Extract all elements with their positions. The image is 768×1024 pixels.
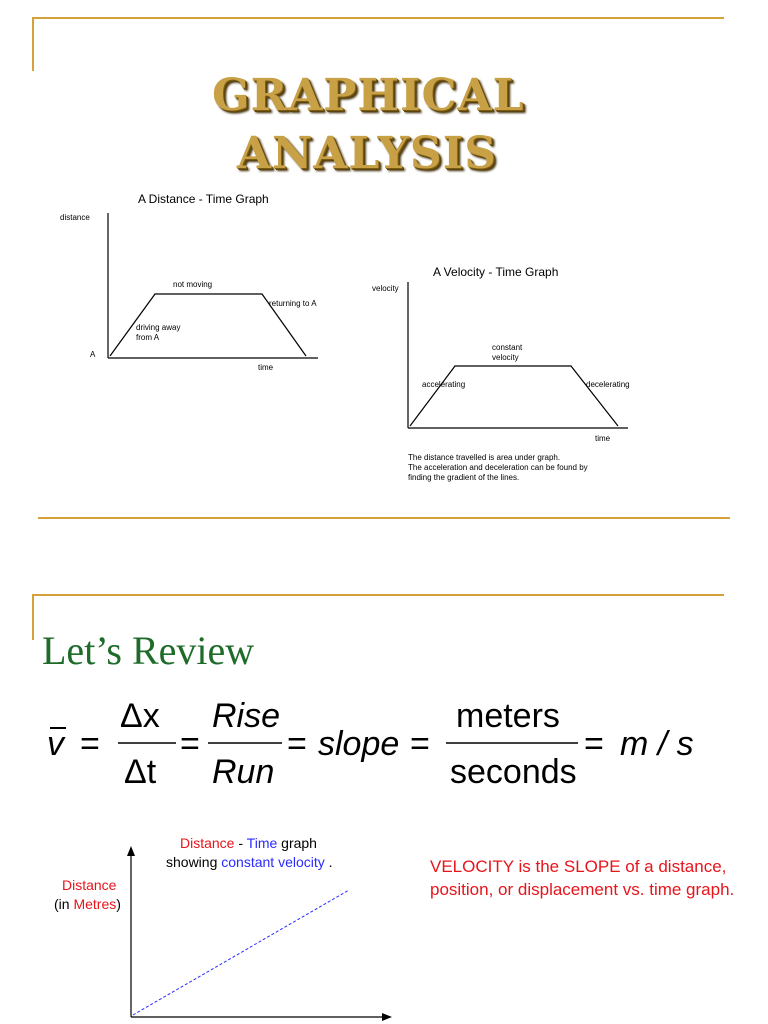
eq-seconds: seconds <box>450 753 577 791</box>
velocity-graph-xlabel: time <box>595 434 611 443</box>
cv-title-distance: Distance <box>180 835 235 851</box>
eq-slope: slope <box>318 725 400 763</box>
eq-delta-x: Δx <box>120 697 160 735</box>
eq-equals-3: = <box>287 725 307 763</box>
slide2-top-rule <box>32 594 724 596</box>
eq-delta-t: Δt <box>124 753 157 791</box>
slide2-left-rule <box>32 594 34 640</box>
distance-graph-title: A Distance - Time Graph <box>138 192 269 206</box>
cv-subtitle-suffix: . <box>324 854 333 870</box>
velocity-annot-flat-1: constant <box>492 343 523 352</box>
cv-ylabel-2: (in Metres) <box>54 896 121 912</box>
cv-title-time: Time <box>246 835 278 851</box>
cv-subtitle-highlight: constant velocity <box>221 854 325 870</box>
velocity-annot-rising: accelerating <box>422 380 466 389</box>
cv-data-line <box>133 890 349 1015</box>
cv-title-graph: graph <box>277 835 317 851</box>
cv-y-axis-arrow <box>127 846 135 856</box>
eq-vbar: v <box>47 725 64 763</box>
distance-annot-falling: returning to A <box>269 299 317 308</box>
velocity-graph-title: A Velocity - Time Graph <box>433 265 559 279</box>
cv-subtitle-prefix: showing <box>166 854 222 870</box>
cv-title-sep: - <box>234 835 247 851</box>
velocity-graph-ylabel: velocity <box>372 284 399 293</box>
distance-annot-flat: not moving <box>173 280 213 289</box>
distance-annot-rising: driving away <box>136 323 181 332</box>
velocity-note-line-1: The distance travelled is area under graph. <box>408 453 561 462</box>
eq-equals-2: = <box>180 725 200 763</box>
velocity-note-line-3: finding the gradient of the lines. <box>408 473 520 482</box>
cv-graph-title <box>180 835 317 851</box>
eq-equals-1: = <box>80 725 100 763</box>
eq-rise: Rise <box>212 697 281 735</box>
eq-run: Run <box>212 753 275 791</box>
slide1-title-line1: GRAPHICAL <box>212 70 525 121</box>
velocity-note-line-2: The acceleration and deceleration can be found by <box>408 463 588 472</box>
slide1-bottom-rule <box>38 517 730 519</box>
eq-units: m / s <box>620 725 694 763</box>
distance-annot-rising-2: from A <box>136 333 160 342</box>
velocity-graph-line <box>410 366 618 426</box>
cv-ylabel-1: Distance <box>62 877 117 893</box>
distance-graph-origin-label: A <box>90 350 96 359</box>
eq-equals-4: = <box>410 725 430 763</box>
velocity-slope-note: VELOCITY is the SLOPE of a distance, position, or displacement vs. time graph. <box>430 857 735 899</box>
velocity-annot-falling: decelerating <box>586 380 630 389</box>
distance-graph-xlabel: time <box>258 363 274 372</box>
distance-graph-ylabel: distance <box>60 213 90 222</box>
review-title: Let’s Review <box>42 628 255 673</box>
velocity-annot-flat-2: velocity <box>492 353 519 362</box>
slide1-title-line2: ANALYSIS <box>236 128 498 179</box>
eq-meters: meters <box>456 697 560 735</box>
cv-x-axis-arrow <box>382 1013 392 1021</box>
cv-graph-subtitle <box>166 854 333 870</box>
eq-equals-5: = <box>584 725 604 763</box>
